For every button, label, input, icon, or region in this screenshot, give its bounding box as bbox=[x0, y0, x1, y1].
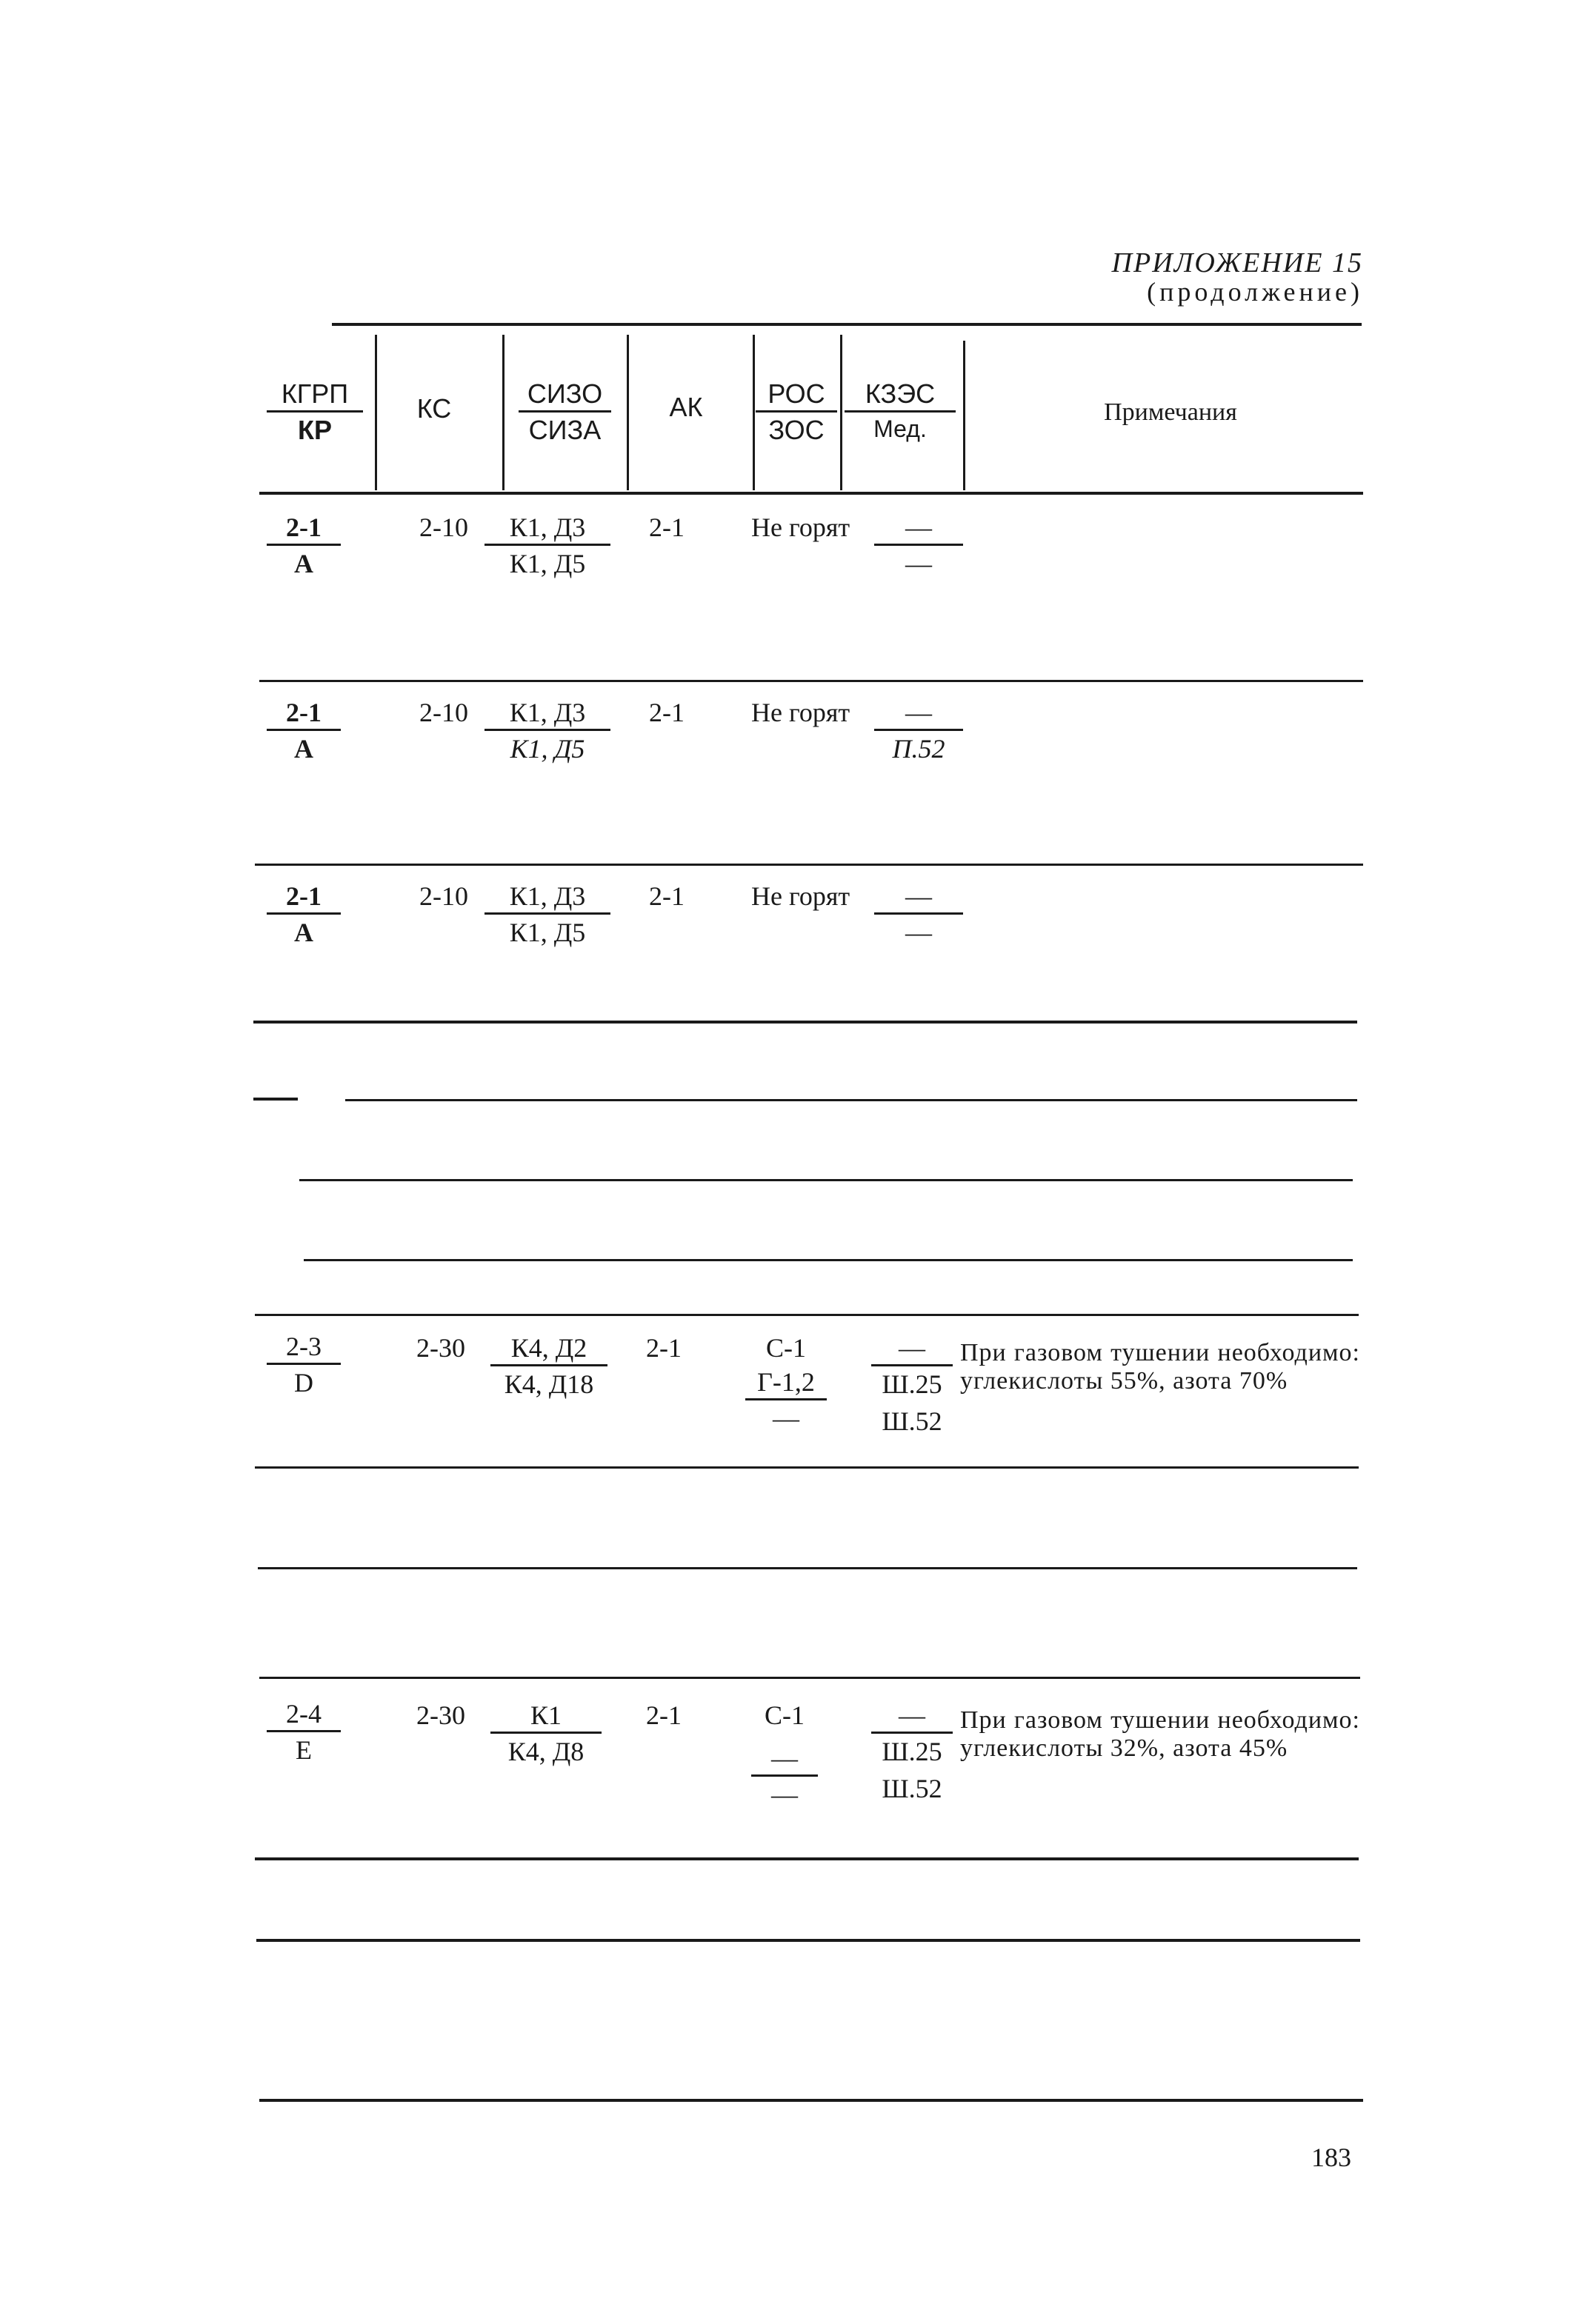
row-5-ros bbox=[751, 1702, 818, 1808]
row-1-ks: 2-10 bbox=[419, 512, 468, 542]
row-1-kzes-bottom: — bbox=[905, 549, 932, 578]
header-sizo-top: СИЗО bbox=[527, 378, 603, 409]
header-sizo-bottom: СИЗА bbox=[528, 415, 602, 445]
fraction-bar bbox=[745, 1398, 827, 1400]
row-5-kzes-mid: Ш.25 bbox=[882, 1737, 942, 1766]
row-2-ros: Не горят bbox=[751, 698, 850, 727]
row-3-kzes-top: — bbox=[905, 881, 932, 911]
empty-row-rule bbox=[256, 1939, 1360, 1942]
row-4-krp bbox=[267, 1333, 341, 1396]
row-5-note: При газовом тушении необходимо: углекислоты 32%, азота 45% bbox=[960, 1706, 1360, 1762]
empty-row-rule bbox=[253, 1098, 298, 1101]
row-1-ak: 2-1 bbox=[649, 512, 685, 542]
row-5-krp-top: 2-4 bbox=[286, 1699, 322, 1729]
fraction-bar bbox=[485, 544, 610, 546]
row-rule bbox=[259, 1677, 1360, 1679]
row-rule bbox=[255, 864, 1363, 866]
row-1-ros: Не горят bbox=[751, 512, 850, 542]
fraction-bar bbox=[845, 410, 956, 413]
fraction-bar bbox=[871, 1732, 953, 1734]
header-kzes-top: КЗЭС bbox=[865, 378, 936, 409]
table-top-rule bbox=[332, 323, 1362, 326]
row-4-kzes-bottom: Ш.52 bbox=[882, 1406, 942, 1436]
row-1-krp-top: 2-1 bbox=[286, 512, 322, 542]
row-5-krp bbox=[267, 1700, 341, 1763]
column-divider bbox=[627, 335, 629, 490]
row-1-krp-bottom: А bbox=[294, 549, 313, 578]
row-1-krp bbox=[267, 514, 341, 577]
empty-row-rule bbox=[258, 1567, 1357, 1569]
appendix-title: ПРИЛОЖЕНИЕ 15 bbox=[1111, 247, 1363, 278]
row-4-sizo bbox=[490, 1335, 607, 1398]
row-2-kzes bbox=[874, 699, 963, 762]
row-1-kzes-top: — bbox=[905, 512, 932, 542]
fraction-bar bbox=[874, 729, 963, 731]
fraction-bar bbox=[267, 544, 341, 546]
row-5-ks: 2-30 bbox=[416, 1700, 465, 1730]
row-3-kzes-bottom: — bbox=[905, 918, 932, 947]
header-krp-bottom: КР bbox=[298, 415, 332, 445]
row-rule bbox=[255, 1314, 1359, 1316]
row-5-kzes-top: — bbox=[899, 1700, 925, 1730]
row-5-sizo bbox=[490, 1702, 602, 1765]
row-5-ak: 2-1 bbox=[646, 1700, 682, 1730]
empty-row-rule bbox=[253, 1021, 1357, 1024]
appendix-subtitle: (продолжение) bbox=[1147, 277, 1363, 307]
fraction-bar bbox=[519, 410, 611, 413]
row-1-sizo-top: К1, Д3 bbox=[509, 512, 586, 542]
row-4-kzes bbox=[871, 1335, 953, 1435]
fraction-bar bbox=[267, 1363, 341, 1365]
row-2-ak: 2-1 bbox=[649, 698, 685, 727]
header-ak: АК bbox=[669, 392, 703, 422]
row-3-krp-bottom: А bbox=[294, 918, 313, 947]
row-5-sizo-bottom: К4, Д8 bbox=[507, 1737, 585, 1766]
row-4-ros-3: — bbox=[773, 1403, 799, 1433]
column-divider bbox=[375, 335, 377, 490]
row-4-kzes-mid: Ш.25 bbox=[882, 1369, 942, 1399]
header-sizo bbox=[519, 378, 611, 445]
fraction-bar bbox=[267, 912, 341, 915]
row-4-sizo-bottom: К4, Д18 bbox=[504, 1369, 594, 1399]
row-5-kzes-bottom: Ш.52 bbox=[882, 1774, 942, 1803]
row-4-ros-2: Г-1,2 bbox=[757, 1367, 815, 1397]
row-5-ros-1: С-1 bbox=[765, 1700, 805, 1730]
row-4-ks: 2-30 bbox=[416, 1333, 465, 1363]
page-number: 183 bbox=[1311, 2143, 1351, 2172]
fraction-bar bbox=[756, 410, 837, 413]
row-4-ak: 2-1 bbox=[646, 1333, 682, 1363]
fraction-bar bbox=[751, 1774, 818, 1777]
row-2-krp-top: 2-1 bbox=[286, 698, 322, 727]
row-4-krp-top: 2-3 bbox=[286, 1332, 322, 1361]
column-divider bbox=[840, 335, 842, 490]
row-4-note: При газовом тушении необходимо: углекислоты 55%, азота 70% bbox=[960, 1339, 1360, 1395]
row-3-sizo bbox=[485, 883, 610, 946]
row-5-ros-2: — bbox=[771, 1743, 798, 1773]
row-4-ros bbox=[745, 1335, 827, 1432]
row-5-ros-3: — bbox=[771, 1780, 798, 1809]
empty-row-rule bbox=[259, 2099, 1363, 2102]
row-2-kzes-bottom: П.52 bbox=[892, 734, 945, 764]
row-4-kzes-top: — bbox=[899, 1333, 925, 1363]
row-5-krp-bottom: Е bbox=[296, 1735, 312, 1765]
column-divider bbox=[502, 335, 505, 490]
row-2-sizo-bottom: К1, Д5 bbox=[510, 734, 585, 764]
header-krp bbox=[267, 378, 363, 445]
header-krp-top: КГРП bbox=[281, 378, 349, 409]
row-2-krp-bottom: А bbox=[294, 734, 313, 764]
row-3-krp bbox=[267, 883, 341, 946]
row-3-ros: Не горят bbox=[751, 881, 850, 911]
header-bottom-rule bbox=[259, 492, 1363, 495]
empty-row-rule bbox=[299, 1179, 1353, 1181]
empty-row-rule bbox=[345, 1099, 1357, 1101]
row-3-kzes bbox=[874, 883, 963, 946]
header-ros-bottom: ЗОС bbox=[768, 415, 825, 445]
fraction-bar bbox=[490, 1364, 607, 1366]
row-3-sizo-top: К1, Д3 bbox=[509, 881, 586, 911]
fraction-bar bbox=[485, 729, 610, 731]
empty-row-rule bbox=[304, 1259, 1353, 1261]
column-divider bbox=[753, 335, 755, 490]
fraction-bar bbox=[485, 912, 610, 915]
fraction-bar bbox=[874, 544, 963, 546]
fraction-bar bbox=[267, 410, 363, 413]
fraction-bar bbox=[490, 1732, 602, 1734]
row-1-kzes bbox=[874, 514, 963, 577]
header-ks: КС bbox=[416, 393, 452, 424]
header-ros-top: РОС bbox=[767, 378, 825, 409]
row-rule bbox=[259, 680, 1363, 682]
row-4-ros-1: С-1 bbox=[766, 1333, 806, 1363]
header-notes: Примечания bbox=[1104, 398, 1237, 426]
fraction-bar bbox=[871, 1364, 953, 1366]
row-4-krp-bottom: D bbox=[294, 1368, 313, 1398]
row-2-sizo-top: К1, Д3 bbox=[509, 698, 586, 727]
row-5-kzes bbox=[871, 1702, 953, 1802]
row-3-krp-top: 2-1 bbox=[286, 881, 322, 911]
header-ros bbox=[756, 378, 837, 445]
empty-row-rule bbox=[255, 1857, 1359, 1860]
header-kzes bbox=[845, 378, 956, 442]
row-5-sizo-top: К1 bbox=[530, 1700, 562, 1730]
row-2-kzes-top: — bbox=[905, 698, 932, 727]
row-2-sizo bbox=[485, 699, 610, 762]
column-divider bbox=[963, 341, 965, 490]
header-kzes-bottom: Мед. bbox=[873, 415, 927, 442]
row-1-sizo bbox=[485, 514, 610, 577]
row-3-ak: 2-1 bbox=[649, 881, 685, 911]
row-rule bbox=[255, 1466, 1359, 1469]
fraction-bar bbox=[874, 912, 963, 915]
fraction-bar bbox=[267, 729, 341, 731]
row-3-sizo-bottom: К1, Д5 bbox=[509, 918, 586, 947]
row-3-ks: 2-10 bbox=[419, 881, 468, 911]
row-4-sizo-top: К4, Д2 bbox=[510, 1333, 587, 1363]
row-2-krp bbox=[267, 699, 341, 762]
row-1-sizo-bottom: К1, Д5 bbox=[509, 549, 586, 578]
fraction-bar bbox=[267, 1730, 341, 1732]
row-2-ks: 2-10 bbox=[419, 698, 468, 727]
